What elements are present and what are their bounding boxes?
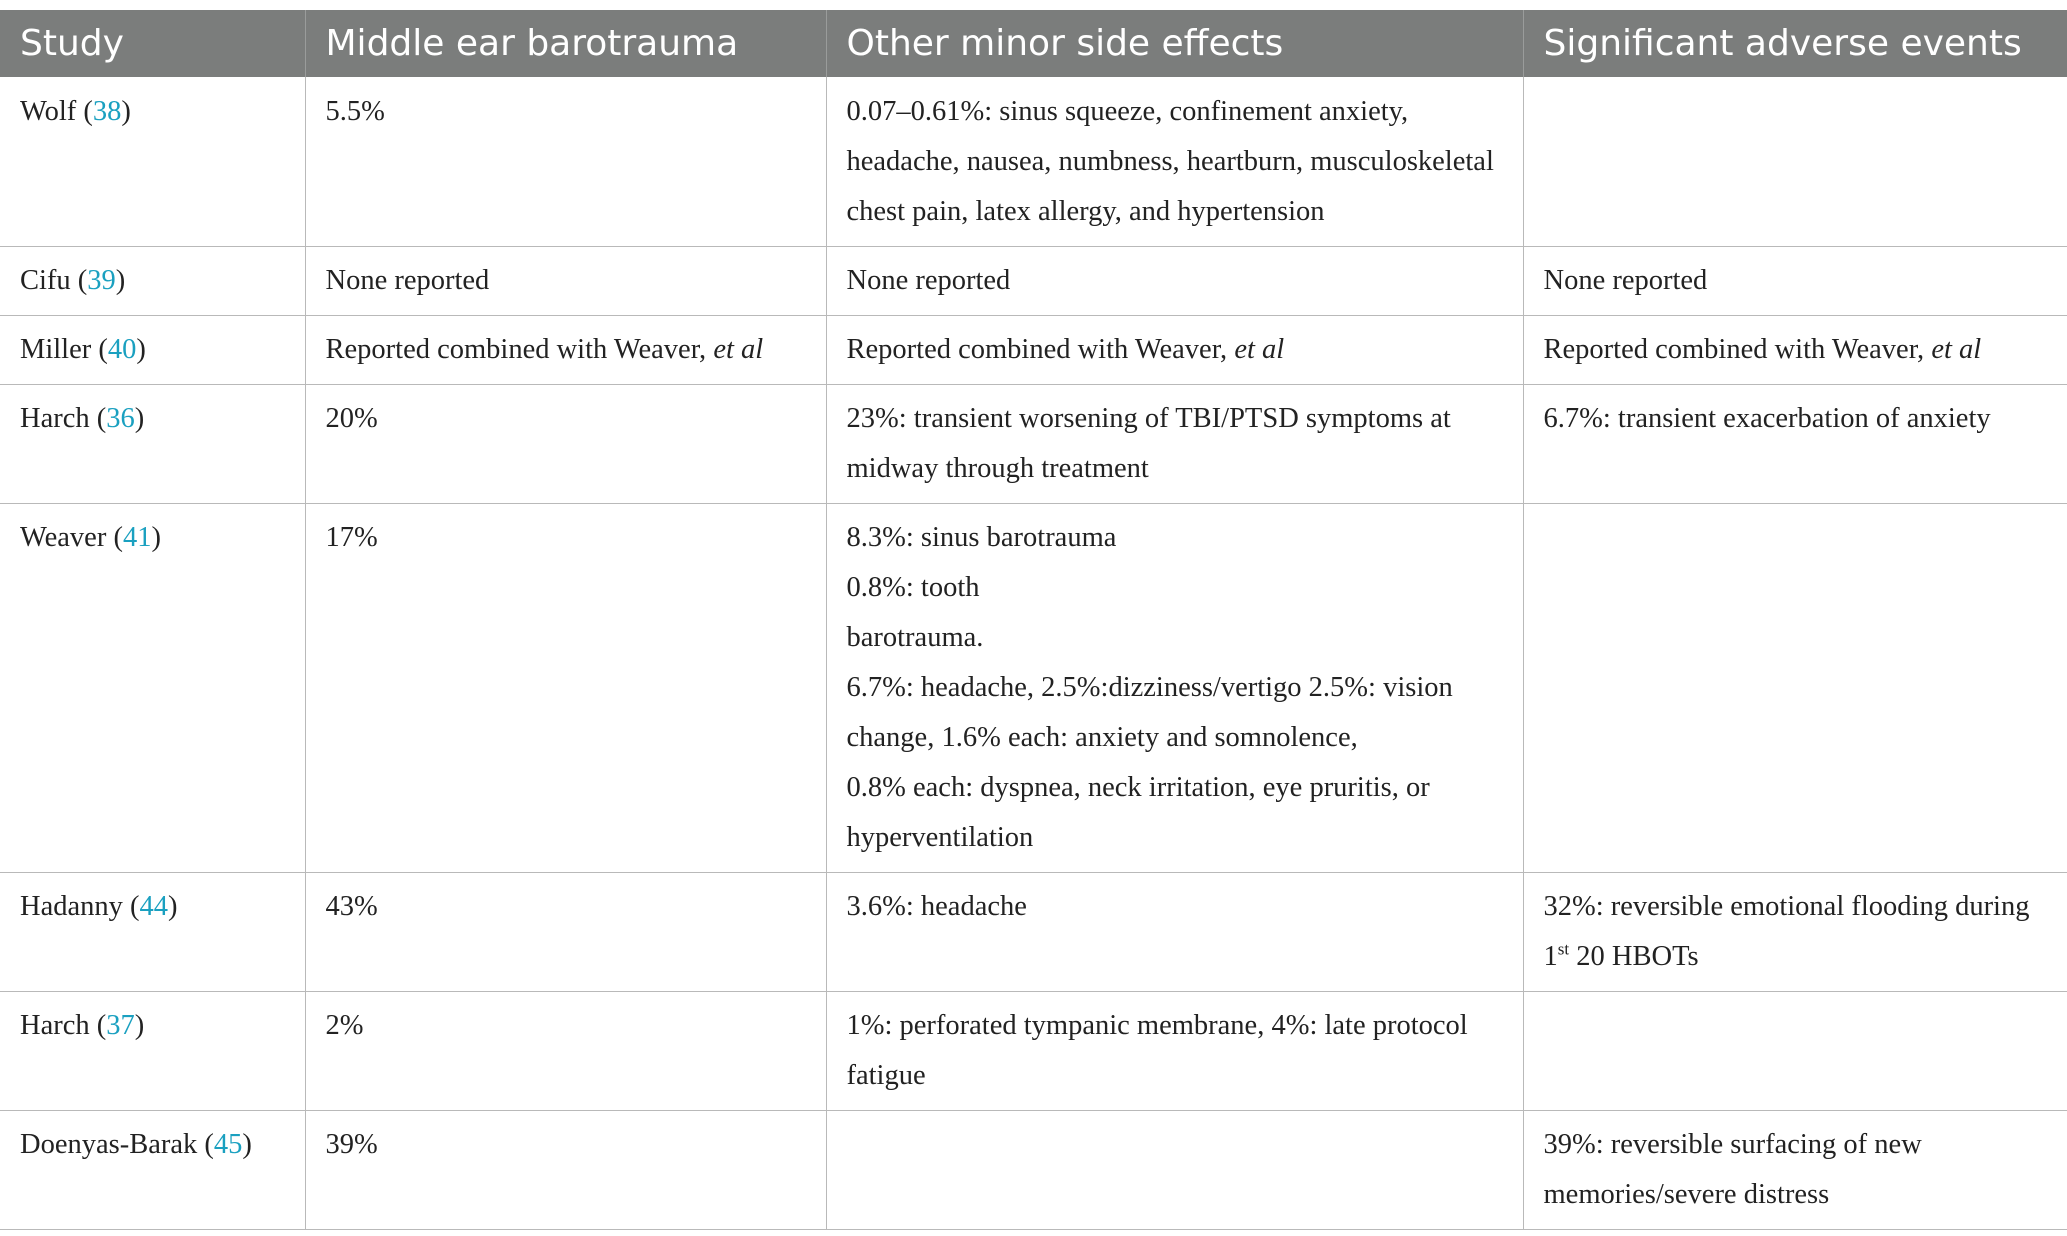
table-row — [0, 247, 2067, 316]
minor-effect-line: 8.3%: sinus barotrauma — [846, 522, 1117, 553]
significant-events-cell — [1523, 992, 2067, 1111]
minor-effects-cell — [826, 873, 1523, 992]
table-header — [0, 10, 2067, 77]
middle-ear-cell — [305, 316, 826, 385]
et-al-text: et al — [713, 334, 764, 365]
middle-ear-cell: 39% — [305, 1111, 826, 1230]
minor-effects-cell — [826, 247, 1523, 316]
significant-events-cell — [1523, 77, 2067, 247]
study-cell: Cifu (39) — [0, 247, 305, 316]
middle-ear-cell: 5.5% — [305, 77, 826, 247]
study-name: Miller — [20, 334, 92, 365]
ordinal-superscript: st — [1557, 939, 1570, 959]
reference-link[interactable]: 37 — [106, 1010, 135, 1041]
cell-text: 20 HBOTs — [1569, 941, 1699, 972]
study-cell: Hadanny (44) — [0, 873, 305, 992]
header-row — [0, 10, 2067, 77]
study-name: Harch — [20, 403, 90, 434]
minor-effects-cell — [826, 1111, 1523, 1230]
reference-link[interactable]: 44 — [139, 891, 169, 922]
study-cell: Wolf (38) — [0, 77, 305, 247]
minor-effects-cell — [826, 992, 1523, 1111]
study-cell: Doenyas-Barak (45) — [0, 1111, 305, 1230]
table-row — [0, 316, 2067, 385]
table-body — [0, 77, 2067, 1230]
header-other-minor-side-effects: Other minor side effects — [826, 10, 1523, 77]
reference-link[interactable]: 40 — [107, 334, 137, 365]
significant-events-cell: None reported — [1523, 247, 2067, 316]
study-name: Cifu — [20, 265, 71, 296]
minor-effects-cell — [826, 385, 1523, 504]
header-study: Study — [0, 10, 305, 77]
minor-effect-line: 6.7%: headache, 2.5%:dizziness/vertigo 2.5%: vision change, 1.6% each: anxiety and somnolence, — [846, 672, 1453, 753]
table-row — [0, 77, 2067, 247]
study-name: Weaver — [20, 522, 107, 553]
study-name: Harch — [20, 1010, 90, 1041]
cell-text: 32%: reversible emotional flooding during 1 — [1543, 891, 2030, 972]
study-cell: Weaver (41) — [0, 504, 305, 873]
table-row — [0, 504, 2067, 873]
table-row — [0, 1111, 2067, 1230]
middle-ear-cell: None reported — [305, 247, 826, 316]
minor-effect-line: None reported — [846, 265, 1011, 296]
table-row — [0, 873, 2067, 992]
minor-effect-line: barotrauma. — [846, 622, 984, 653]
minor-effect-line: 23%: transient worsening of TBI/PTSD symptoms at midway through treatment — [846, 403, 1451, 484]
significant-events-cell — [1523, 504, 2067, 873]
et-al-text: et al — [1234, 334, 1285, 365]
significant-events-cell — [1523, 873, 2067, 992]
reference-link[interactable]: 38 — [92, 96, 122, 127]
minor-effect-line: 0.8% each: dyspnea, neck irritation, eye pruritis, or hyperventilation — [846, 772, 1430, 853]
middle-ear-cell: 2% — [305, 992, 826, 1111]
study-name: Doenyas-Barak — [20, 1129, 198, 1160]
et-al-text: et al — [1931, 334, 1982, 365]
study-name: Hadanny — [20, 891, 123, 922]
adverse-events-table — [0, 10, 2067, 1230]
minor-effects-cell — [826, 77, 1523, 247]
header-significant-adverse-events: Significant adverse events — [1523, 10, 2067, 77]
study-name: Wolf — [20, 96, 77, 127]
minor-effect-line: 0.8%: tooth — [846, 572, 980, 603]
table-row — [0, 992, 2067, 1111]
significant-events-cell — [1523, 316, 2067, 385]
significant-events-cell: 39%: reversible surfacing of new memories/severe distress — [1523, 1111, 2067, 1230]
reference-link[interactable]: 45 — [213, 1129, 243, 1160]
significant-events-cell: 6.7%: transient exacerbation of anxiety — [1523, 385, 2067, 504]
reference-link[interactable]: 36 — [106, 403, 135, 434]
middle-ear-cell: 17% — [305, 504, 826, 873]
cell-text: Reported combined with Weaver, — [846, 334, 1235, 365]
table-row — [0, 385, 2067, 504]
study-cell: Miller (40) — [0, 316, 305, 385]
minor-effects-cell — [826, 316, 1523, 385]
middle-ear-cell: 20% — [305, 385, 826, 504]
minor-effect-line: 1%: perforated tympanic membrane, 4%: late protocol fatigue — [846, 1010, 1468, 1091]
cell-text: Reported combined with Weaver, — [1543, 334, 1932, 365]
minor-effect-line: 0.07–0.61%: sinus squeeze, confinement anxiety, headache, nausea, numbness, heartburn, musculoskeletal chest pain, latex allergy, and hypertension — [846, 96, 1494, 227]
cell-text: Reported combined with Weaver, — [325, 334, 714, 365]
reference-link[interactable]: 39 — [87, 265, 116, 296]
header-middle-ear-barotrauma: Middle ear barotrauma — [305, 10, 826, 77]
minor-effects-cell — [826, 504, 1523, 873]
middle-ear-cell: 43% — [305, 873, 826, 992]
study-cell: Harch (37) — [0, 992, 305, 1111]
reference-link[interactable]: 41 — [122, 522, 152, 553]
minor-effect-line: 3.6%: headache — [846, 891, 1027, 922]
study-cell: Harch (36) — [0, 385, 305, 504]
